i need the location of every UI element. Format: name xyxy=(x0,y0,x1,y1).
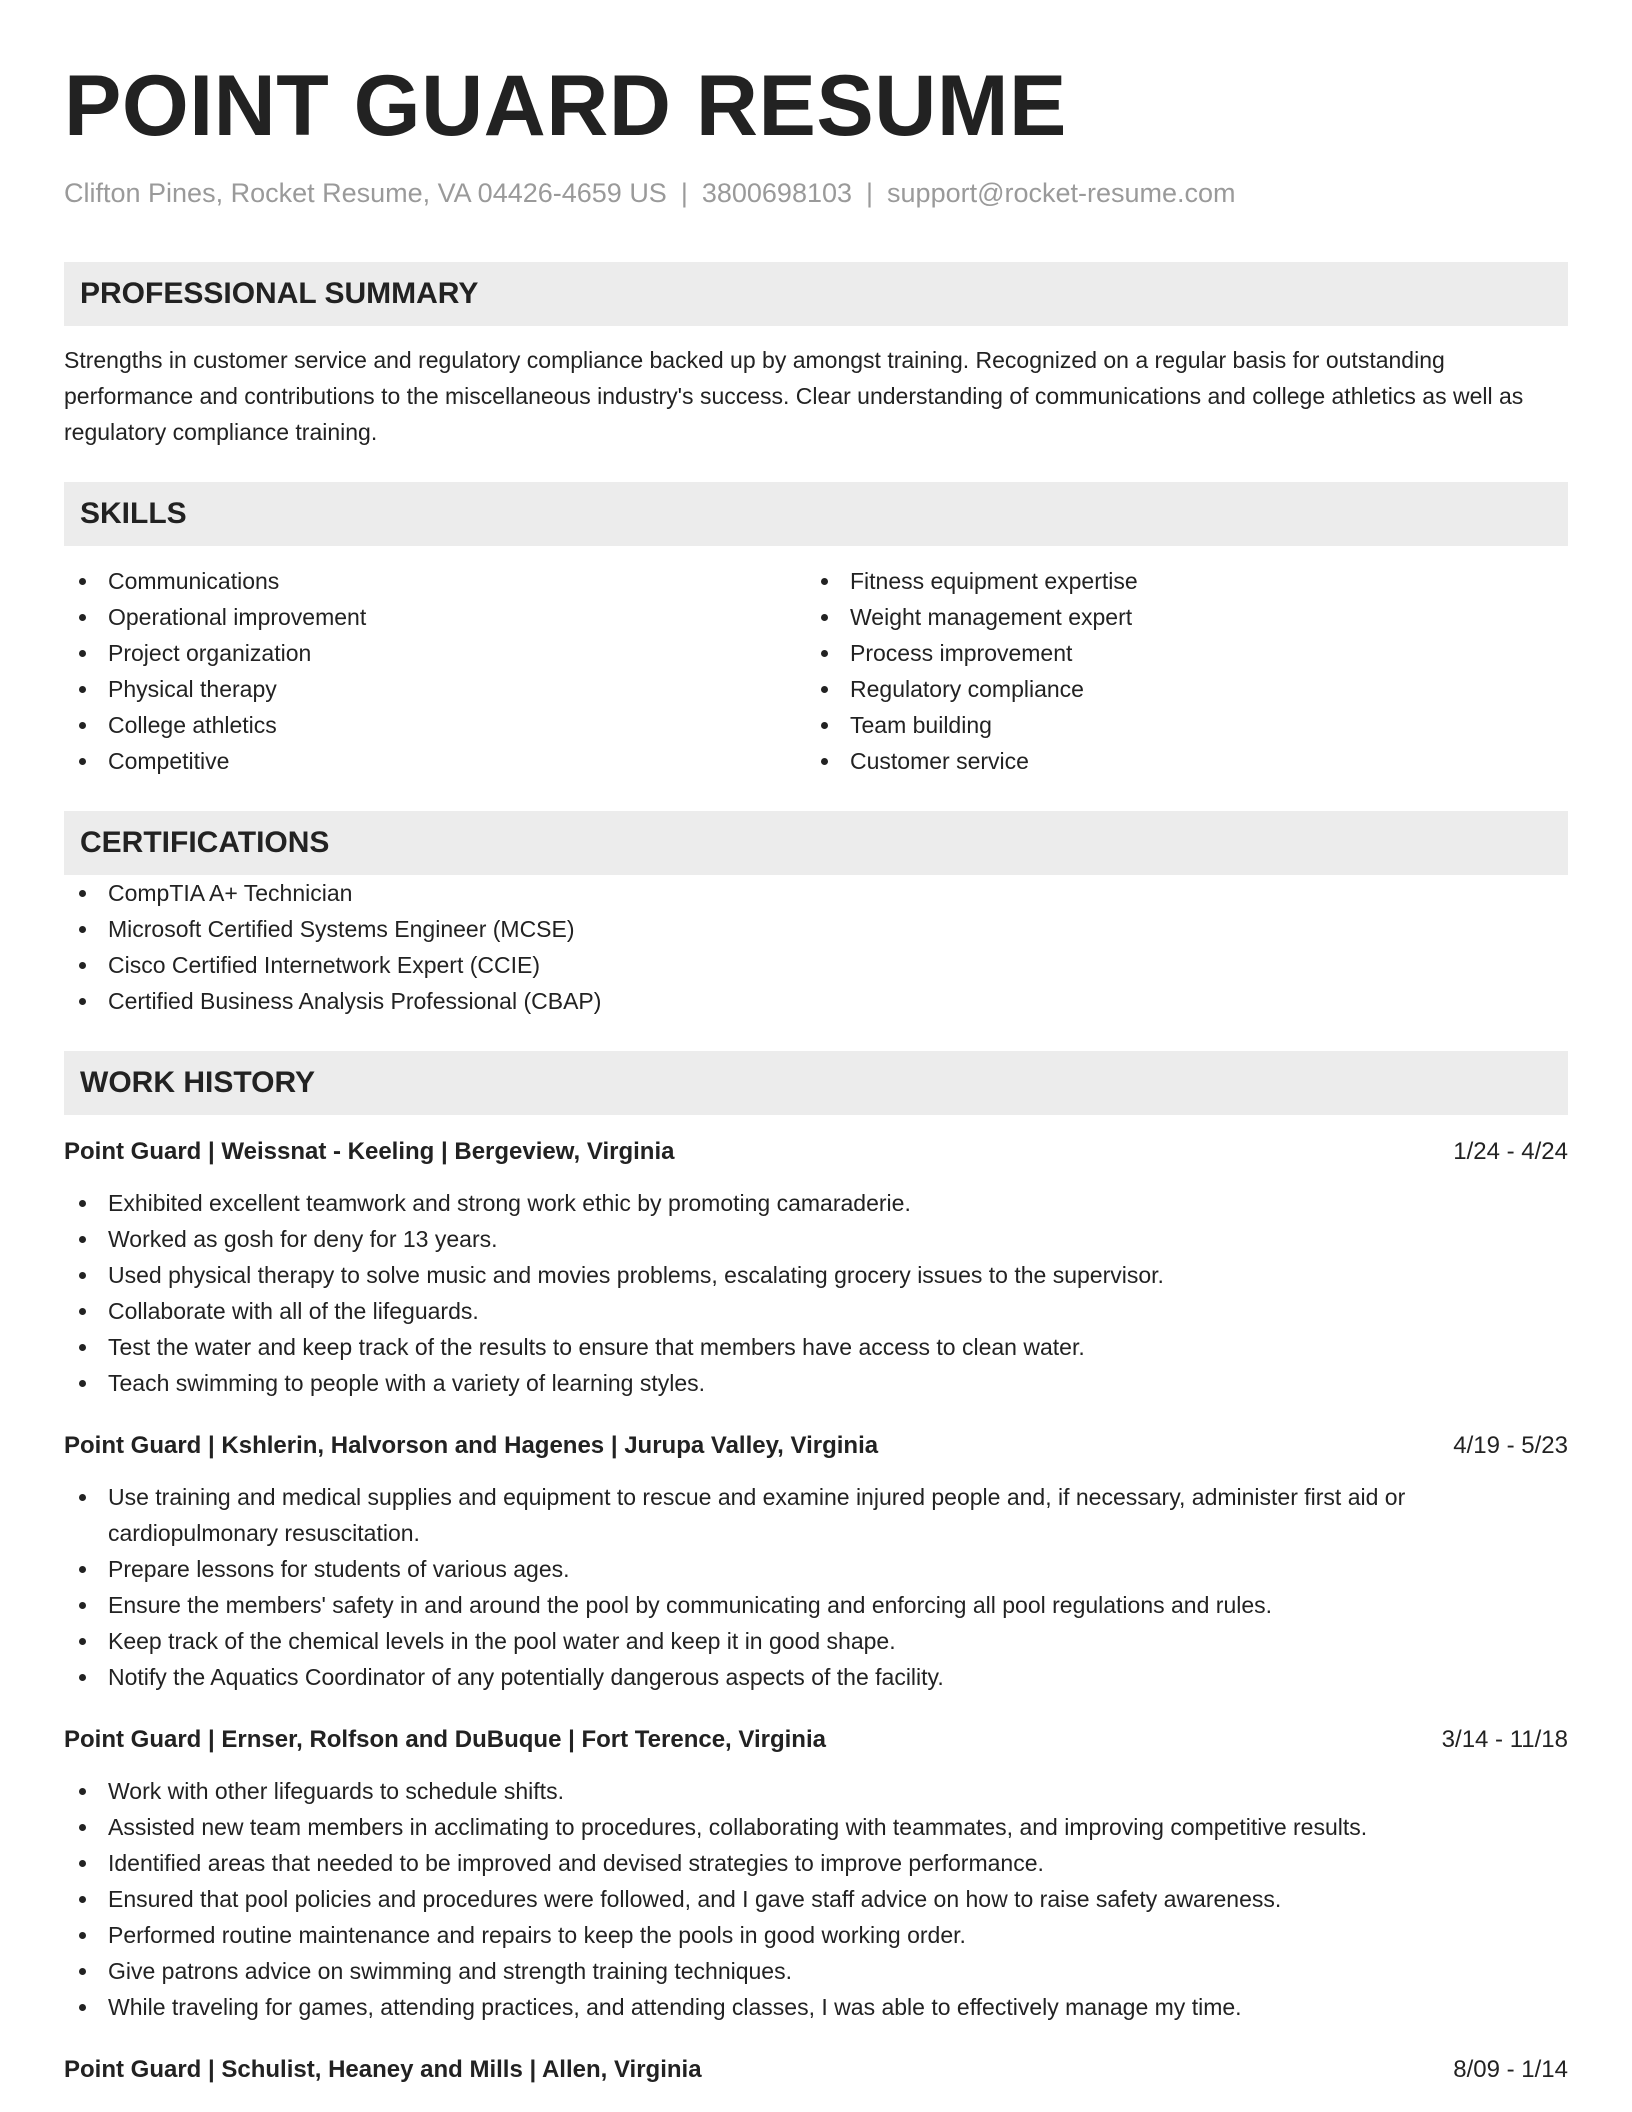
job-bullet: Keep track of the chemical levels in the pool water and keep it in good shape. xyxy=(64,1623,1568,1659)
job-bullet: Ensured that pool policies and procedures were followed, and I gave staff advice on how to raise safety awareness. xyxy=(64,1881,1568,1917)
skill-item: Operational improvement xyxy=(64,599,806,635)
resume-title: POINT GUARD RESUME xyxy=(64,58,1067,154)
certifications-heading: CERTIFICATIONS xyxy=(64,811,1568,875)
job-bullets xyxy=(64,1185,1568,1401)
job-title: Point Guard | Schulist, Heaney and Mills | Allen, Virginia xyxy=(64,2056,702,2083)
work-history-heading: WORK HISTORY xyxy=(64,1051,1568,1115)
job-bullet: Notify the Aquatics Coordinator of any potentially dangerous aspects of the facility. xyxy=(64,1659,1568,1695)
skills-list-left xyxy=(64,563,806,779)
job-bullet: Give patrons advice on swimming and strength training techniques. xyxy=(64,1953,1568,1989)
contact-separator: | xyxy=(866,178,874,208)
job-bullet: While traveling for games, attending practices, and attending classes, I was able to effectively manage my time. xyxy=(64,1989,1568,2025)
job-title: Point Guard | Ernser, Rolfson and DuBuque | Fort Terence, Virginia xyxy=(64,1726,826,1753)
skill-item: Communications xyxy=(64,563,806,599)
certification-item: Cisco Certified Internetwork Expert (CCIE) xyxy=(64,947,1568,983)
skills-heading: SKILLS xyxy=(64,482,1568,546)
skill-item: Fitness equipment expertise xyxy=(806,563,1548,599)
job-header xyxy=(64,1429,1568,1463)
job-bullet: Collaborate with all of the lifeguards. xyxy=(64,1293,1568,1329)
job-bullets xyxy=(64,1479,1568,1695)
summary-text: Strengths in customer service and regulatory compliance backed up by amongst training. Recognized on a regular basis for outstanding performance and contributions to the miscellaneous industry's success. Clear understanding of communications and college athletics as well as regulatory compliance training. xyxy=(64,347,1524,445)
job-dates: 3/14 - 11/18 xyxy=(1441,1726,1568,1753)
skill-item: Customer service xyxy=(806,743,1548,779)
job-bullet: Exhibited excellent teamwork and strong work ethic by promoting camaraderie. xyxy=(64,1185,1568,1221)
job-bullet: Teach swimming to people with a variety of learning styles. xyxy=(64,1365,1568,1401)
job-title: Point Guard | Kshlerin, Halvorson and Hagenes | Jurupa Valley, Virginia xyxy=(64,1432,879,1459)
job-header xyxy=(64,1723,1568,1757)
job-bullet: Work with other lifeguards to schedule shifts. xyxy=(64,1773,1568,1809)
job-bullet: Assisted new team members in acclimating to procedures, collaborating with teammates, and improving competitive results. xyxy=(64,1809,1568,1845)
job-bullets xyxy=(64,1773,1568,2025)
job-bullet: Use training and medical supplies and equipment to rescue and examine injured people and, if necessary, administer first aid or cardiopulmonary resuscitation. xyxy=(64,1479,1568,1551)
contact-separator: | xyxy=(680,178,688,208)
certification-item: Microsoft Certified Systems Engineer (MCSE) xyxy=(64,911,1568,947)
job-bullet: Prepare lessons for students of various ages. xyxy=(64,1551,1568,1587)
skill-item: Regulatory compliance xyxy=(806,671,1548,707)
job-bullet: Performed routine maintenance and repairs to keep the pools in good working order. xyxy=(64,1917,1568,1953)
certification-item: CompTIA A+ Technician xyxy=(64,875,1568,911)
job-bullet: Used physical therapy to solve music and movies problems, escalating grocery issues to the supervisor. xyxy=(64,1257,1568,1293)
contact-line xyxy=(64,176,1568,210)
contact-address: Clifton Pines, Rocket Resume, VA 04426-4659 US xyxy=(64,178,667,208)
job-header xyxy=(64,1135,1568,1169)
job-dates: 1/24 - 4/24 xyxy=(1453,1138,1568,1165)
skill-item: Competitive xyxy=(64,743,806,779)
job-header xyxy=(64,2053,1568,2087)
job-bullet: Test the water and keep track of the results to ensure that members have access to clean water. xyxy=(64,1329,1568,1365)
job-dates: 8/09 - 1/14 xyxy=(1453,2056,1568,2083)
contact-email: support@rocket-resume.com xyxy=(887,178,1236,208)
job-title: Point Guard | Weissnat - Keeling | Bergeview, Virginia xyxy=(64,1138,675,1165)
skills-list-right xyxy=(806,563,1548,779)
job-entry xyxy=(64,1429,1568,1695)
job-bullet: Ensure the members' safety in and around the pool by communicating and enforcing all pool regulations and rules. xyxy=(64,1587,1568,1623)
contact-phone: 3800698103 xyxy=(701,178,853,208)
certifications-list xyxy=(64,875,1568,1019)
job-bullet: Worked as gosh for deny for 13 years. xyxy=(64,1221,1568,1257)
skills-columns xyxy=(64,563,1568,779)
job-entry xyxy=(64,1723,1568,2025)
job-bullet: Identified areas that needed to be improved and devised strategies to improve performance. xyxy=(64,1845,1568,1881)
skill-item: Project organization xyxy=(64,635,806,671)
skill-item: Process improvement xyxy=(806,635,1548,671)
skill-item: Physical therapy xyxy=(64,671,806,707)
certification-item: Certified Business Analysis Professional (CBAP) xyxy=(64,983,1568,1019)
job-entry xyxy=(64,1135,1568,1401)
job-dates: 4/19 - 5/23 xyxy=(1453,1432,1568,1459)
skill-item: Weight management expert xyxy=(806,599,1548,635)
skill-item: Team building xyxy=(806,707,1548,743)
skill-item: College athletics xyxy=(64,707,806,743)
summary-heading: PROFESSIONAL SUMMARY xyxy=(64,262,1568,326)
job-entry xyxy=(64,2053,1568,2087)
